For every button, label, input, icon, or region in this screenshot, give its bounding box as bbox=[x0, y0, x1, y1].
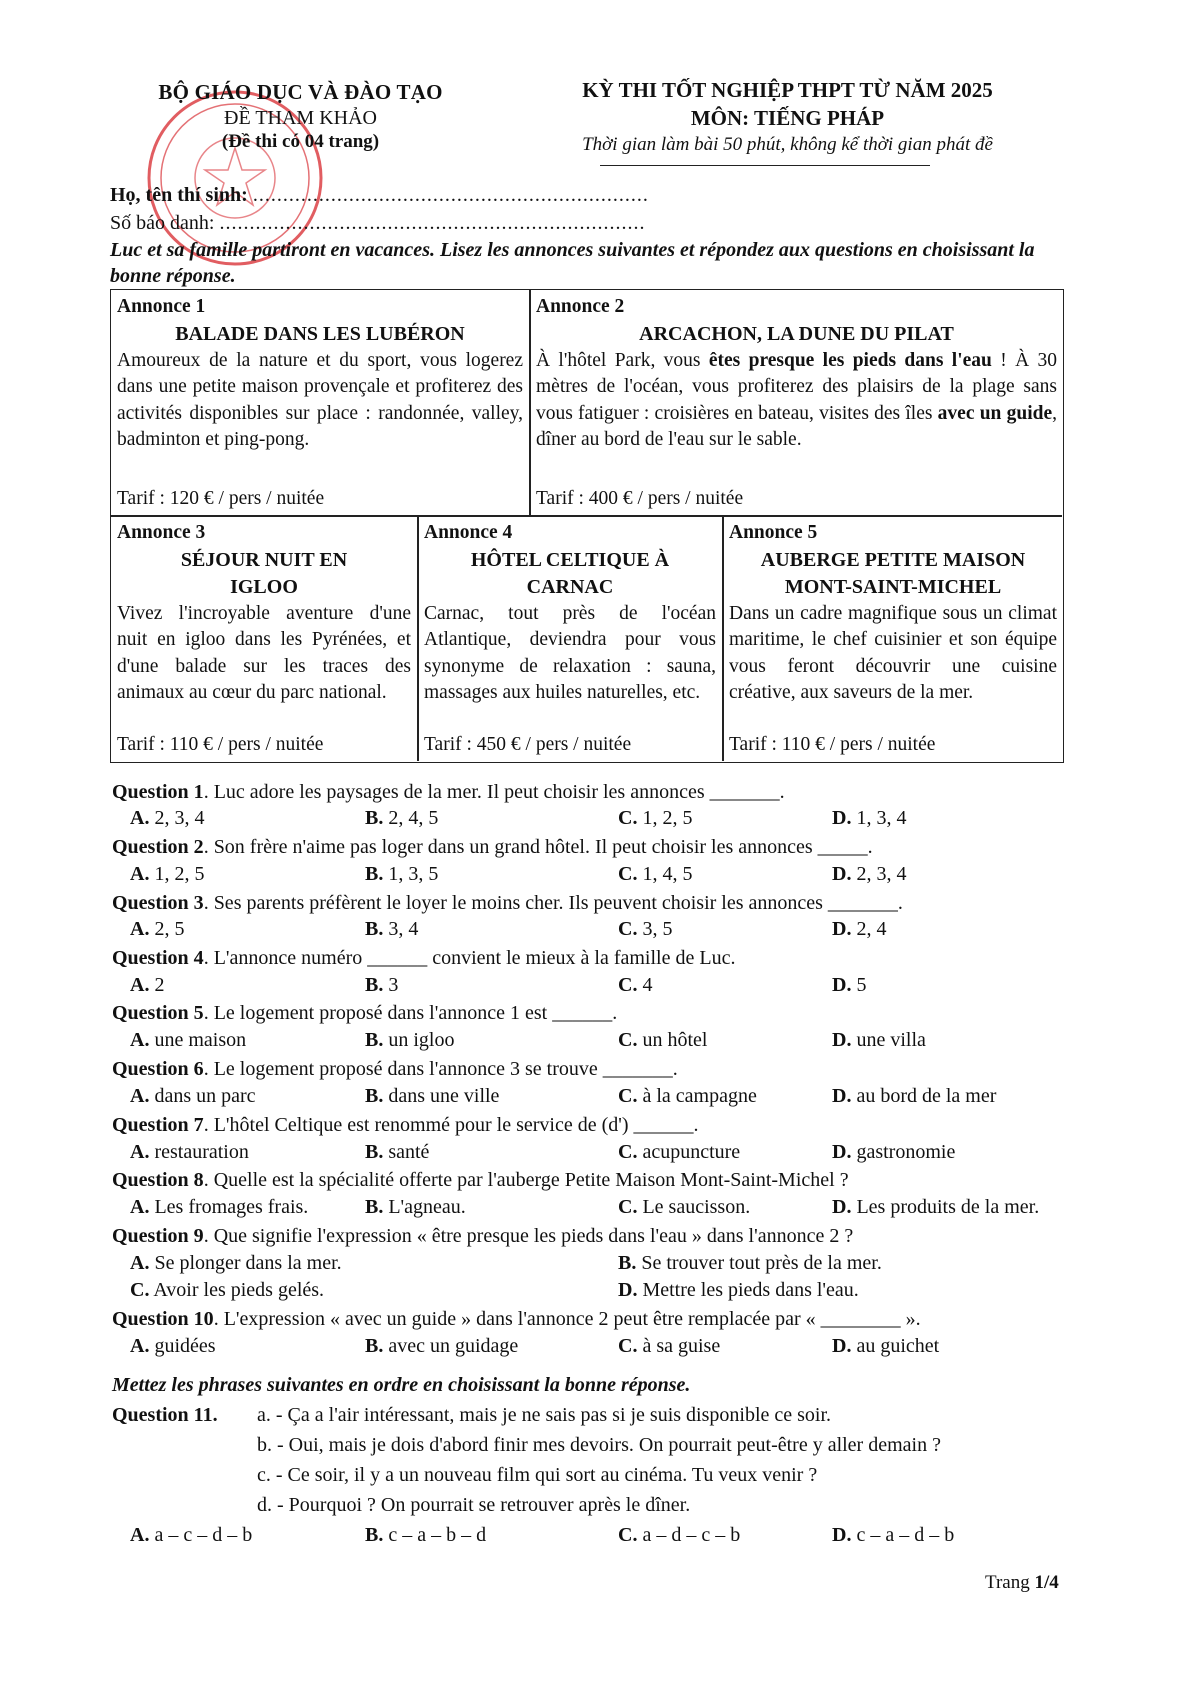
header-right bbox=[520, 78, 1055, 156]
answer-option[interactable]: D. 2, 4 bbox=[832, 918, 887, 940]
answer-option[interactable]: B. Se trouver tout près de la mer. bbox=[618, 1252, 882, 1274]
sentence-c: c. - Ce soir, il y a un nouveau film qui sort au cinéma. Tu veux venir ? bbox=[257, 1464, 818, 1486]
answer-option[interactable]: C. Le saucisson. bbox=[618, 1196, 751, 1218]
desc-part: ! À 30 mètres de l'océan, vous profiterez des plaisirs de la plage sans vous fatiguer : croisières en bateau, visites des îles bbox=[536, 349, 1057, 424]
answer-option[interactable]: B. L'agneau. bbox=[365, 1196, 466, 1218]
annonce-price: Tarif : 450 € / pers / nuitée bbox=[424, 733, 632, 755]
question-text: . L'expression « avec un guide » dans l'annonce 2 peut être remplacée par « ________ ». bbox=[213, 1308, 921, 1330]
answer-option[interactable]: A. restauration bbox=[130, 1141, 249, 1163]
time-note: Thời gian làm bài 50 phút, không kể thời gian phát đề bbox=[582, 134, 993, 155]
annonce-description bbox=[536, 348, 1057, 454]
answer-option[interactable]: D. une villa bbox=[832, 1029, 926, 1051]
annonce-5 bbox=[723, 516, 1063, 761]
annonce-description: Dans un cadre magnifique sous un climat maritime, le chef cuisinier et son équipe vous feront découvrir une cuisine créative, aux saveurs de la mer. bbox=[729, 602, 1057, 703]
candidate-name-dots: .................................................................. bbox=[252, 184, 649, 206]
reference-label: ĐỀ THAM KHẢO bbox=[224, 107, 377, 129]
annonce-title: BALADE DANS LES LUBÉRON bbox=[175, 322, 465, 345]
answer-option[interactable]: D. 2, 3, 4 bbox=[832, 863, 907, 885]
answer-option[interactable]: A. 2, 3, 4 bbox=[130, 807, 205, 829]
question-8 bbox=[112, 1167, 849, 1193]
exam-title: KỲ THI TỐT NGHIỆP THPT TỪ NĂM 2025 bbox=[582, 78, 993, 102]
header-divider bbox=[600, 165, 930, 166]
annonce-title: HÔTEL CELTIQUE À CARNAC bbox=[470, 548, 670, 598]
question-label: Question 4 bbox=[112, 947, 204, 969]
question-1 bbox=[112, 779, 785, 805]
candidate-id-label: Số báo danh: bbox=[110, 212, 215, 234]
answer-option[interactable]: D. 1, 3, 4 bbox=[832, 807, 907, 829]
answer-option[interactable]: A. Les fromages frais. bbox=[130, 1196, 309, 1218]
annonce-description: Vivez l'incroyable aventure d'une nuit en igloo dans les Pyrénées, et d'une balade sur les traces des animaux au cœur du parc national. bbox=[117, 602, 411, 703]
answer-option[interactable]: D. au bord de la mer bbox=[832, 1085, 997, 1107]
annonce-price: Tarif : 120 € / pers / nuitée bbox=[117, 487, 325, 509]
pages-note: (Đề thi có 04 trang) bbox=[221, 131, 380, 152]
header-left bbox=[128, 80, 473, 153]
question-11 bbox=[112, 1402, 218, 1428]
answer-option[interactable]: A. 2 bbox=[130, 974, 165, 996]
answer-option[interactable]: B. un igloo bbox=[365, 1029, 455, 1051]
answer-option[interactable]: A. une maison bbox=[130, 1029, 247, 1051]
annonce-title: AUBERGE PETITE MAISON MONT-SAINT-MICHEL bbox=[760, 548, 1026, 598]
answer-option[interactable]: B. 2, 4, 5 bbox=[365, 807, 439, 829]
question-label: Question 9 bbox=[112, 1225, 204, 1247]
annonce-description: Amoureux de la nature et du sport, vous logerez dans une petite maison provençale et profiterez des activités disponibles sur place : randonnée, valley, badminton et ping-pong. bbox=[117, 349, 523, 450]
instruction-ordering: Mettez les phrases suivantes en ordre en choisissant la bonne réponse. bbox=[112, 1374, 691, 1396]
sentence-d: d. - Pourquoi ? On pourrait se retrouver après le dîner. bbox=[257, 1494, 691, 1516]
answer-option[interactable]: B. 3 bbox=[365, 974, 399, 996]
answer-option[interactable]: C. a – d – c – b bbox=[618, 1524, 741, 1546]
question-label: Question 3 bbox=[112, 892, 204, 914]
question-text: . Que signifie l'expression « être presque les pieds dans l'eau » dans l'annonce 2 ? bbox=[203, 1225, 854, 1247]
question-9 bbox=[112, 1223, 853, 1249]
subject-title: MÔN: TIẾNG PHÁP bbox=[690, 106, 885, 130]
question-10 bbox=[112, 1306, 921, 1332]
answer-option[interactable]: D. c – a – d – b bbox=[832, 1524, 955, 1546]
annonce-number: Annonce 1 bbox=[117, 296, 206, 317]
question-2 bbox=[112, 834, 873, 860]
question-label: Question 1 bbox=[112, 781, 204, 803]
question-label: Question 5 bbox=[112, 1002, 204, 1024]
annonce-2 bbox=[530, 290, 1063, 515]
candidate-name-line bbox=[110, 184, 649, 207]
question-text: . L'annonce numéro ______ convient le mieux à la famille de Luc. bbox=[203, 947, 736, 969]
answer-option[interactable]: C. un hôtel bbox=[618, 1029, 708, 1051]
answer-option[interactable]: C. acupuncture bbox=[618, 1141, 741, 1163]
answer-option[interactable]: D. Les produits de la mer. bbox=[832, 1196, 1040, 1218]
sentence-b: b. - Oui, mais je dois d'abord finir mes devoirs. On pourrait peut-être y aller demain ? bbox=[257, 1434, 941, 1456]
answer-option[interactable]: B. c – a – b – d bbox=[365, 1524, 487, 1546]
question-label: Question 11. bbox=[112, 1404, 218, 1426]
answer-option[interactable]: C. à sa guise bbox=[618, 1335, 721, 1357]
annonce-4 bbox=[418, 516, 722, 761]
question-label: Question 6 bbox=[112, 1058, 204, 1080]
annonce-price: Tarif : 110 € / pers / nuitée bbox=[117, 733, 324, 755]
desc-emphasis: avec un guide bbox=[937, 402, 1053, 424]
answer-option[interactable]: D. au guichet bbox=[832, 1335, 940, 1357]
answer-option[interactable]: C. à la campagne bbox=[618, 1085, 757, 1107]
question-text: . Ses parents préfèrent le loyer le moins cher. Ils peuvent choisir les annonces _______. bbox=[203, 892, 903, 914]
annonce-price: Tarif : 400 € / pers / nuitée bbox=[536, 487, 744, 509]
answer-option[interactable]: C. 1, 4, 5 bbox=[618, 863, 693, 885]
question-7 bbox=[112, 1112, 699, 1138]
question-text: . Le logement proposé dans l'annonce 1 est ______. bbox=[203, 1002, 618, 1024]
answer-option[interactable]: A. Se plonger dans la mer. bbox=[130, 1252, 342, 1274]
sentence-a: a. - Ça a l'air intéressant, mais je ne sais pas si je suis disponible ce soir. bbox=[257, 1404, 832, 1426]
annonce-1 bbox=[111, 290, 529, 515]
question-6 bbox=[112, 1056, 678, 1082]
answer-option[interactable]: A. guidées bbox=[130, 1335, 216, 1357]
answer-option[interactable]: B. avec un guidage bbox=[365, 1335, 519, 1357]
answer-option[interactable]: C. 3, 5 bbox=[618, 918, 673, 940]
question-text: . Quelle est la spécialité offerte par l'auberge Petite Maison Mont-Saint-Michel ? bbox=[203, 1169, 849, 1191]
question-label: Question 7 bbox=[112, 1114, 204, 1136]
question-text: . Luc adore les paysages de la mer. Il peut choisir les annonces _______. bbox=[203, 781, 785, 803]
annonce-title: ARCACHON, LA DUNE DU PILAT bbox=[639, 322, 954, 345]
annonce-3 bbox=[111, 516, 417, 761]
annonce-price: Tarif : 110 € / pers / nuitée bbox=[729, 733, 936, 755]
desc-part: À l'hôtel Park, vous bbox=[536, 349, 709, 371]
answer-option[interactable]: A. 2, 5 bbox=[130, 918, 185, 940]
candidate-name-label: Họ, tên thí sinh: bbox=[110, 184, 248, 206]
question-label: Question 10 bbox=[112, 1308, 214, 1330]
answer-option[interactable]: A. dans un parc bbox=[130, 1085, 256, 1107]
question-text: . Le logement proposé dans l'annonce 3 se trouve _______. bbox=[203, 1058, 678, 1080]
answer-option[interactable]: B. santé bbox=[365, 1141, 430, 1163]
answer-option[interactable]: C. 4 bbox=[618, 974, 653, 996]
instruction-reading: Luc et sa famille partiront en vacances. Lisez les annonces suivantes et répondez aux questions en choisissant la bonne réponse. bbox=[110, 239, 1035, 287]
candidate-id-dots: ....................................................................... bbox=[219, 212, 646, 234]
answer-option[interactable]: B. dans une ville bbox=[365, 1085, 500, 1107]
answer-option[interactable]: D. Mettre les pieds dans l'eau. bbox=[618, 1279, 859, 1301]
annonce-description: Carnac, tout près de l'océan Atlantique, deviendra pour vous synonyme de relaxation : sauna, massages aux huiles naturelles, etc. bbox=[424, 602, 716, 703]
answer-option[interactable]: D. 5 bbox=[832, 974, 867, 996]
candidate-id-line bbox=[110, 212, 645, 235]
page-number: Trang 1/4 bbox=[985, 1572, 1059, 1593]
ministry-name: BỘ GIÁO DỤC VÀ ĐÀO TẠO bbox=[158, 80, 443, 104]
question-4 bbox=[112, 945, 735, 971]
question-text: . L'hôtel Celtique est renommé pour le service de (d') ______. bbox=[203, 1114, 699, 1136]
answer-option[interactable]: C. Avoir les pieds gelés. bbox=[130, 1279, 325, 1301]
annonce-number: Annonce 5 bbox=[729, 522, 818, 543]
answer-option[interactable]: C. 1, 2, 5 bbox=[618, 807, 693, 829]
annonce-number: Annonce 2 bbox=[536, 296, 625, 317]
desc-part: , dîner au bord de l'eau sur le sable. bbox=[536, 402, 1057, 450]
question-5 bbox=[112, 1000, 617, 1026]
annonce-number: Annonce 3 bbox=[117, 522, 206, 543]
annonce-number: Annonce 4 bbox=[424, 522, 513, 543]
question-3 bbox=[112, 890, 903, 916]
question-label: Question 2 bbox=[112, 836, 204, 858]
answer-option[interactable]: B. 3, 4 bbox=[365, 918, 419, 940]
answer-option[interactable]: D. gastronomie bbox=[832, 1141, 956, 1163]
ads-table bbox=[110, 289, 1064, 763]
question-label: Question 8 bbox=[112, 1169, 204, 1191]
answer-option[interactable]: B. 1, 3, 5 bbox=[365, 863, 439, 885]
desc-emphasis: êtes presque les pieds dans l'eau bbox=[708, 349, 992, 371]
answer-option[interactable]: A. 1, 2, 5 bbox=[130, 863, 205, 885]
annonce-title: SÉJOUR NUIT EN IGLOO bbox=[180, 548, 348, 598]
question-text: . Son frère n'aime pas loger dans un grand hôtel. Il peut choisir les annonces _____. bbox=[203, 836, 873, 858]
answer-option[interactable]: A. a – c – d – b bbox=[130, 1524, 253, 1546]
